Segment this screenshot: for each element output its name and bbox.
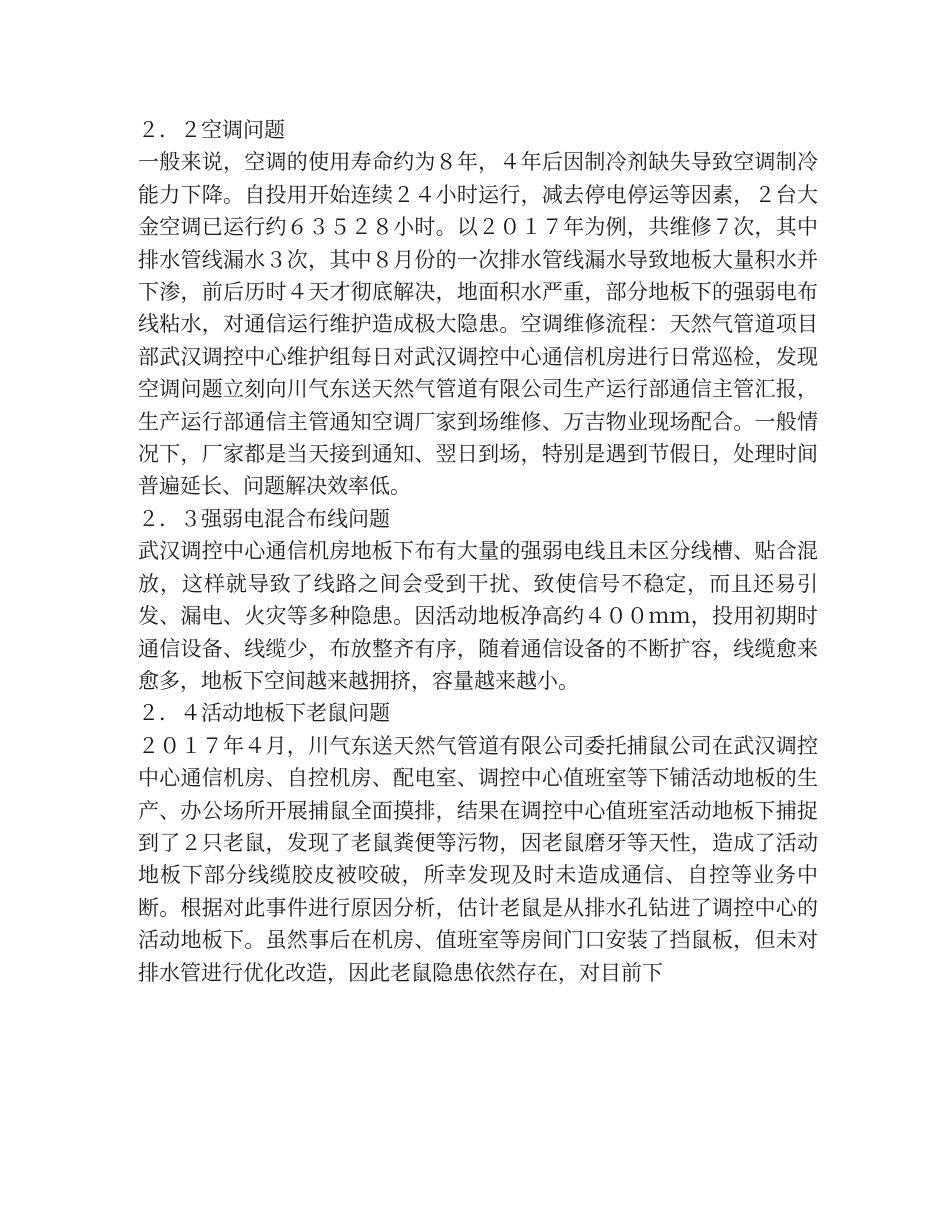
section-paragraph-wiring: 武汉调控中心通信机房地板下布有大量的强弱电线且未区分线槽、贴合混放，这样就导致了线路之间会受到干扰、致使信号不稳定，而且还易引发、漏电、火灾等多种隐患。因活动地板净高约４００ｍｍ，投用初期时通信设备、线缆少，布放整齐有序，随着通信设备的不断扩容，线缆愈来愈多，地板下空间越来越拥挤，容量越来越小。 [138, 539, 818, 693]
section-paragraph-rodents: ２０１７年４月，川气东送天然气管道有限公司委托捕鼠公司在武汉调控中心通信机房、自控机房、配电室、调控中心值班室等下铺活动地板的生产、办公场所开展捕鼠全面摸排，结果在调控中心值班室活动地板下捕捉到了２只老鼠，发现了老鼠粪便等污物，因老鼠磨牙等天性，造成了活动地板下部分线缆胶皮被咬破，所幸发现及时未造成通信、自控等业务中断。根据对此事件进行原因分析，估计老鼠是从排水孔钻进了调控中心的活动地板下。虽然事后在机房、值班室等房间门口安装了挡鼠板，但未对排水管进行优化改造，因此老鼠隐患依然存在，对目前下 [138, 733, 818, 985]
document-body [138, 114, 818, 989]
section-heading-aircon: ２．２空调问题 [138, 118, 285, 142]
section-paragraph-aircon: 一般来说，空调的使用寿命约为８年，４年后因制冷剂缺失导致空调制冷能力下降。自投用开始连续２４小时运行，减去停电停运等因素，２台大金空调已运行约６３５２８小时。以２０１７年为例，共维修７次，其中排水管线漏水３次，其中８月份的一次排水管线漏水导致地板大量积水并下渗，前后历时４天才彻底解决，地面积水严重，部分地板下的强弱电布线粘水，对通信运行维护造成极大隐患。空调维修流程：天然气管道项目部武汉调控中心维护组每日对武汉调控中心通信机房进行日常巡检，发现空调问题立刻向川气东送天然气管道有限公司生产运行部通信主管汇报，生产运行部通信主管通知空调厂家到场维修、万吉物业现场配合。一般情况下，厂家都是当天接到通知、翌日到场，特别是遇到节假日，处理时间普遍延长、问题解决效率低。 [138, 150, 818, 499]
section-heading-wiring: ２．３强弱电混合布线问题 [138, 506, 390, 531]
section-heading-rodents: ２．４活动地板下老鼠问题 [138, 701, 390, 726]
